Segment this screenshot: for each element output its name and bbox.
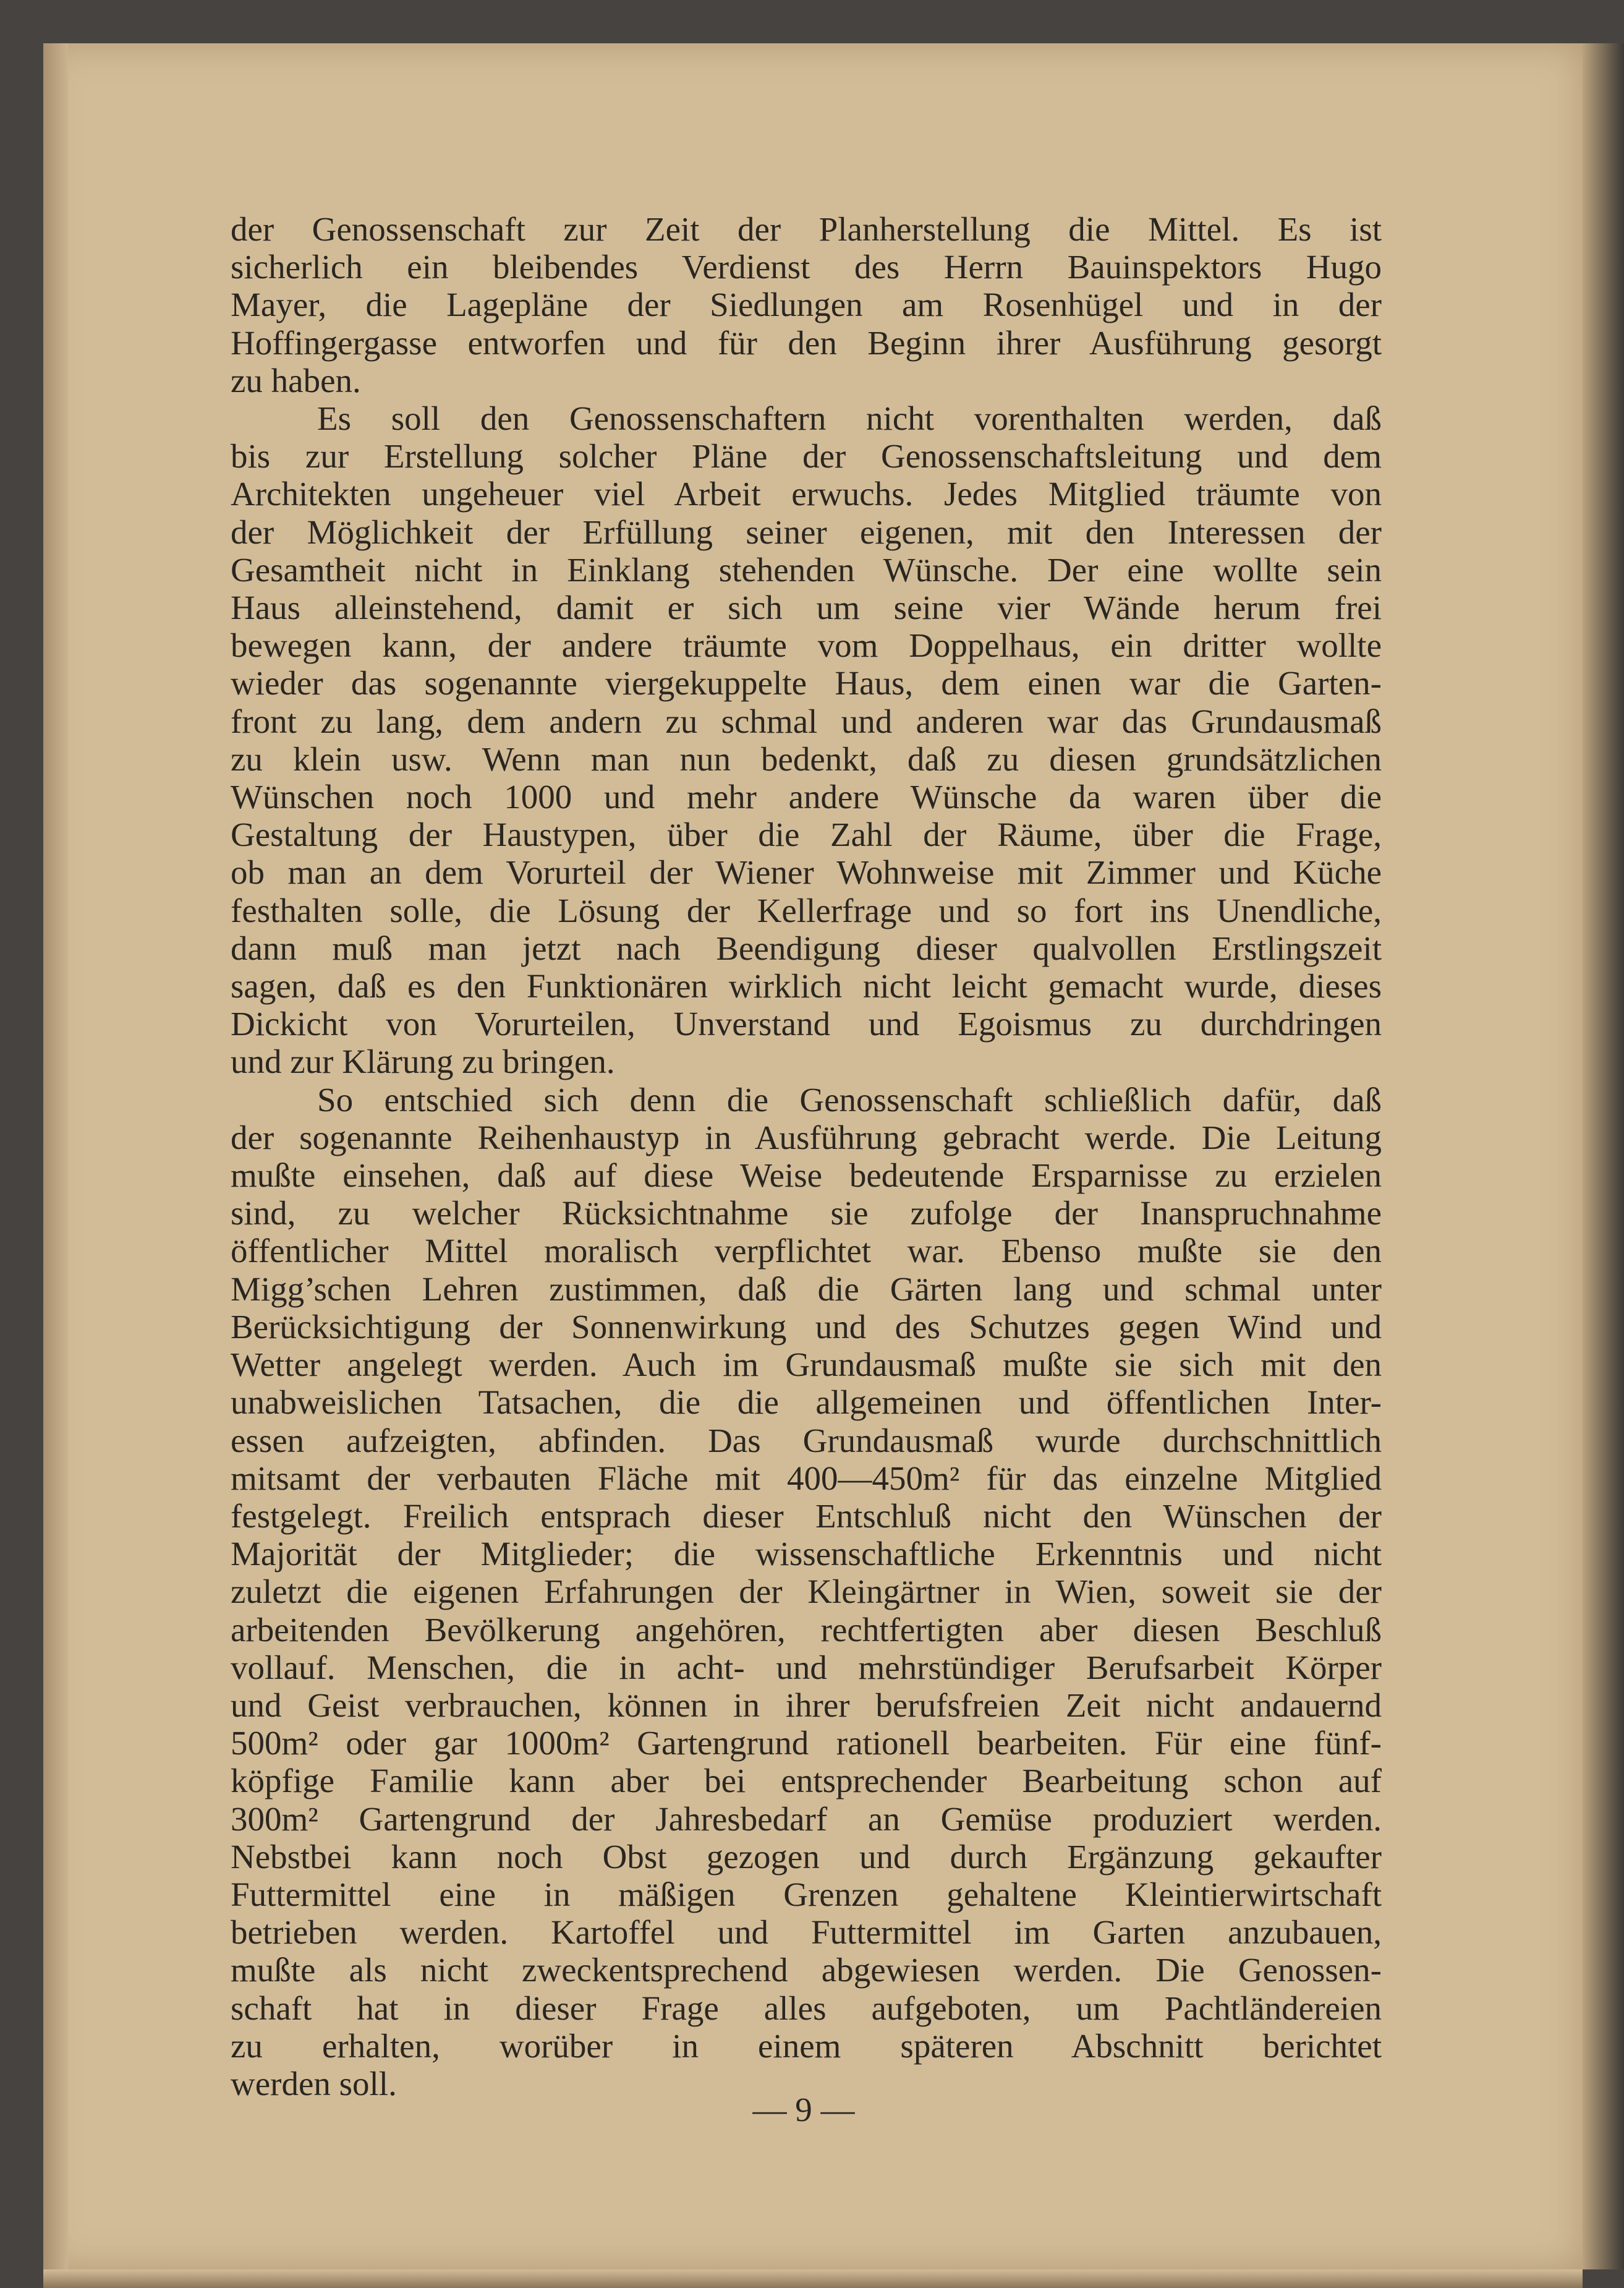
text-line: Nebstbei kann noch Obst gezogen und durch Ergänzung gekaufter [231,1837,1382,1876]
text-line: vollauf. Menschen, die in acht- und mehrstündiger Berufsarbeit Körper [231,1648,1382,1686]
text-line: arbeitenden Bevölkerung angehören, rechtfertigten aber diesen Beschluß [231,1610,1382,1649]
text-line: sicherlich ein bleibendes Verdienst des Herrn Bauinspektors Hugo [231,248,1382,286]
text-line: und Geist verbrauchen, können in ihrer berufsfreien Zeit nicht andauernd [231,1686,1382,1724]
paragraph-3 [231,1081,1382,2102]
text-line: Wetter angelegt werden. Auch im Grundausmaß mußte sie sich mit den [231,1346,1382,1384]
text-line: öffentlicher Mittel moralisch verpflichtet war. Ebenso mußte sie den [231,1232,1382,1270]
paragraph-2 [231,399,1382,1081]
text-line: Dickicht von Vorurteilen, Unverstand und Egoismus zu durchdringen [231,1005,1382,1043]
text-line: der Möglichkeit der Erfüllung seiner eigenen, mit den Interessen der [231,513,1382,551]
text-line: zu klein usw. Wenn man nun bedenkt, daß zu diesen grundsätzlichen [231,740,1382,778]
text-line: festgelegt. Freilich entsprach dieser Entschluß nicht den Wünschen der [231,1496,1382,1535]
text-line: mußte einsehen, daß auf diese Weise bedeutende Ersparnisse zu erzielen [231,1156,1382,1195]
text-line: wieder das sogenannte viergekuppelte Haus, dem einen war die Garten- [231,664,1382,702]
text-line: festhalten solle, die Lösung der Kellerfrage und so fort ins Unendliche, [231,891,1382,929]
text-line: essen aufzeigten, abfinden. Das Grundausmaß wurde durchschnittlich [231,1421,1382,1459]
text-line: der Genossenschaft zur Zeit der Planherstellung die Mittel. Es ist [231,210,1382,248]
text-line: Majorität der Mitglieder; die wissenschaftliche Erkenntnis und nicht [231,1535,1382,1573]
text-line: Berücksichtigung der Sonnenwirkung und des Schutzes gegen Wind und [231,1307,1382,1346]
text-line: zu erhalten, worüber in einem späteren Abschnitt berichtet [231,2026,1382,2065]
text-line: bis zur Erstellung solcher Pläne der Genossenschaftsleitung und dem [231,437,1382,476]
text-line: Gesamtheit nicht in Einklang stehenden Wünsche. Der eine wollte sein [231,550,1382,589]
book-spine-shadow [43,43,68,2269]
text-line: mitsamt der verbauten Fläche mit 400—450m² für das einzelne Mitglied [231,1459,1382,1497]
page-bottom-edge [43,2269,1583,2288]
text-line: dann muß man jetzt nach Beendigung dieser qualvollen Erstlingszeit [231,929,1382,967]
body-text [231,210,1382,2102]
text-line: Hoffingergasse entworfen und für den Beginn ihrer Ausführung gesorgt [231,323,1382,362]
text-line: Migg’schen Lehren zustimmen, daß die Gärten lang und schmal unter [231,1270,1382,1308]
text-line: Futtermittel eine in mäßigen Grenzen gehaltene Kleintierwirtschaft [231,1875,1382,1913]
text-line: schaft hat in dieser Frage alles aufgeboten, um Pachtländereien [231,1989,1382,2027]
text-line: unabweislichen Tatsachen, die die allgemeinen und öffentlichen Inter- [231,1383,1382,1422]
text-line: Haus alleinstehend, damit er sich um seine vier Wände herum frei [231,589,1382,627]
text-line: sagen, daß es den Funktionären wirklich nicht leicht gemacht wurde, dieses [231,967,1382,1005]
text-line: zu haben. [231,361,361,399]
text-line: werden soll. [231,2064,397,2102]
text-line: front zu lang, dem andern zu schmal und anderen war das Grundausmaß [231,702,1382,740]
text-line: 300m² Gartengrund der Jahresbedarf an Gemüse produziert werden. [231,1799,1382,1838]
text-line: betrieben werden. Kartoffel und Futtermittel im Garten anzubauen, [231,1913,1382,1952]
paragraph-1 [231,210,1382,399]
page-edge [1583,43,1624,2269]
text-line: zuletzt die eigenen Erfahrungen der Kleingärtner in Wien, soweit sie der [231,1573,1382,1611]
text-line: sind, zu welcher Rücksichtnahme sie zufolge der Inanspruchnahme [231,1194,1382,1232]
text-line: mußte als nicht zweckentsprechend abgewiesen werden. Die Genossen- [231,1951,1382,1989]
text-line: und zur Klärung zu bringen. [231,1043,615,1081]
text-line: So entschied sich denn die Genossenschaft schließlich dafür, daß [317,1080,1382,1119]
text-line: Architekten ungeheuer viel Arbeit erwuchs. Jedes Mitglied träumte von [231,475,1382,513]
text-line: bewegen kann, der andere träumte vom Doppelhaus, ein dritter wollte [231,626,1382,665]
text-line: Wünschen noch 1000 und mehr andere Wünsche da waren über die [231,778,1382,816]
text-line: Es soll den Genossenschaftern nicht vorenthalten werden, daß [317,399,1382,438]
page-number: — 9 — [752,2091,855,2128]
text-line: Gestaltung der Haustypen, über die Zahl der Räume, über die Frage, [231,816,1382,854]
text-line: 500m² oder gar 1000m² Gartengrund rationell bearbeiten. Für eine fünf- [231,1724,1382,1762]
text-line: köpfige Familie kann aber bei entsprechender Bearbeitung schon auf [231,1762,1382,1800]
text-line: ob man an dem Vorurteil der Wiener Wohnweise mit Zimmer und Küche [231,853,1382,892]
text-line: der sogenannte Reihenhaustyp in Ausführung gebracht werde. Die Leitung [231,1118,1382,1156]
text-line: Mayer, die Lagepläne der Siedlungen am Rosenhügel und in der [231,286,1382,324]
